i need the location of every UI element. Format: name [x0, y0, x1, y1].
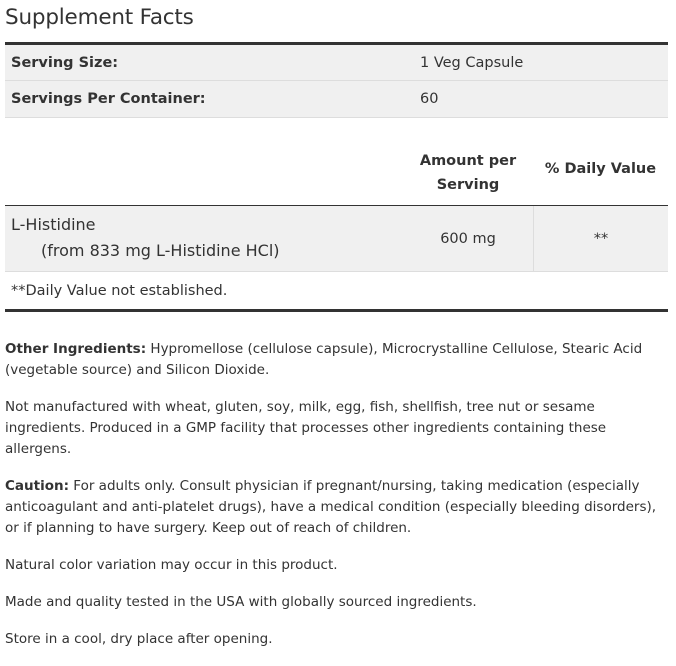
page-title: Supplement Facts	[5, 5, 194, 30]
supplement-facts-page	[5, 0, 668, 666]
allergen-statement: Not manufactured with wheat, gluten, soy, milk, egg, fish, shellfish, tree nut or sesame ingredients. Produced in a GMP facility that processes other ingredients containing these allergens.	[5, 399, 607, 457]
column-header-row	[5, 118, 668, 206]
daily-value-footnote: **Daily Value not established.	[11, 282, 228, 299]
amount-header-line2: Serving	[436, 177, 500, 193]
caution-label: Caution:	[5, 478, 69, 494]
serving-size-label: Serving Size:	[11, 54, 119, 71]
servings-per-container-value: 60	[420, 91, 439, 107]
header-spacer	[5, 118, 403, 205]
other-ingredients-paragraph	[5, 339, 668, 381]
nutrient-detail: (from 833 mg L-Histidine HCl)	[41, 241, 280, 260]
amount-header-line1: Amount per	[419, 153, 517, 169]
serving-size-value: 1 Veg Capsule	[420, 54, 524, 71]
other-ingredients-label: Other Ingredients:	[5, 341, 147, 357]
nutrient-daily-value: **	[533, 206, 668, 271]
bottom-divider	[5, 309, 668, 312]
caution-paragraph	[5, 476, 668, 539]
nutrient-name: L-Histidine	[11, 215, 96, 234]
caution-text: For adults only. Consult physician if pregnant/nursing, taking medication (especially anticoagulant and anti-platelet drugs), have a medical condition (especially bleeding disorders), or if planning to have surgery. Keep out of reach of children.	[5, 478, 657, 536]
servings-per-container-row	[5, 81, 668, 118]
origin-note: Made and quality tested in the USA with globally sourced ingredients.	[5, 594, 477, 610]
nutrient-name-cell	[5, 206, 403, 271]
nutrient-row	[5, 206, 668, 272]
other-ingredients-text: Hypromellose (cellulose capsule), Microcrystalline Cellulose, Stearic Acid (vegetable source) and Silicon Dioxide.	[5, 341, 643, 378]
color-variation-note: Natural color variation may occur in this product.	[5, 557, 338, 573]
servings-per-container-label: Servings Per Container:	[11, 91, 206, 107]
product-notes	[5, 339, 668, 650]
daily-value-header: % Daily Value	[544, 161, 657, 177]
amount-per-serving-header	[403, 118, 533, 205]
nutrient-amount: 600 mg	[440, 230, 496, 247]
serving-size-row	[5, 45, 668, 81]
storage-note: Store in a cool, dry place after opening.	[5, 631, 273, 647]
